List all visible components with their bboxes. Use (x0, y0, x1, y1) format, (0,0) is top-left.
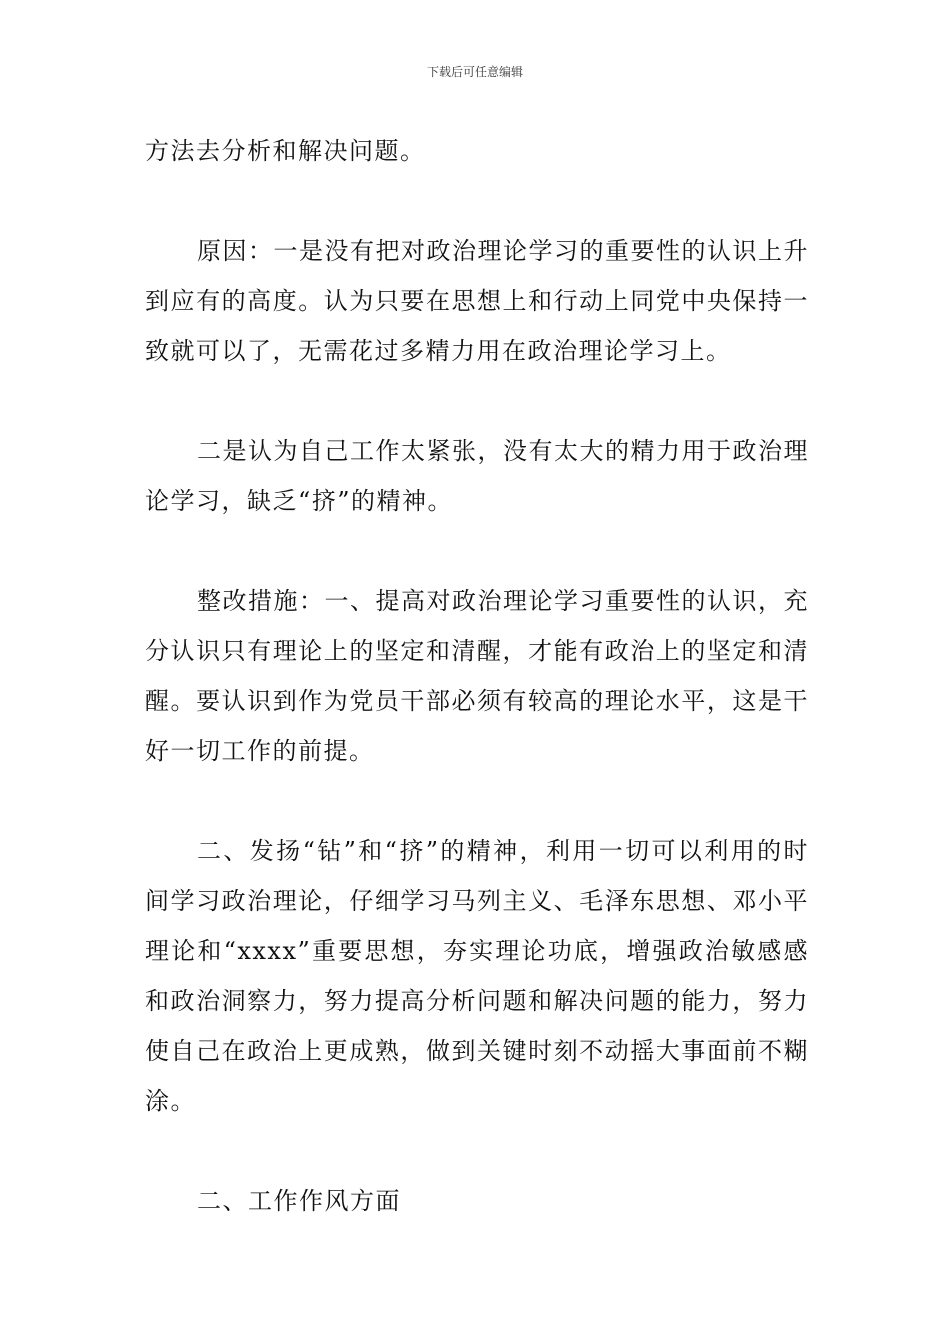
section-heading-work-style: 二、工作作风方面 (197, 1187, 401, 1215)
paragraph-measure-two: 二、发扬“钻”和“挤”的精神，利用一切可以利用的时间学习政治理论，仔细学习马列主义、毛泽东思想、邓小平理论和“xxxx”重要思想，夯实理论功底，增强政治敏感感和政治洞察力，努力提高分析问题和解决问题的能力，努力使自己在政治上更成熟，做到关键时刻不动摇大事面前不糊涂。 (145, 837, 809, 1115)
paragraph-gap (145, 176, 809, 226)
paragraph-gap (145, 776, 809, 826)
paragraph-gap (145, 526, 809, 576)
paragraph-gap (145, 376, 809, 426)
paragraph-continuation: 方法去分析和解决问题。 (145, 137, 426, 165)
paragraph-measure-one: 整改措施：一、提高对政治理论学习重要性的认识，充分认识只有理论上的坚定和清醒，才能有政治上的坚定和清醒。要认识到作为党员干部必须有较高的理论水平，这是干好一切工作的前提。 (145, 587, 809, 765)
paragraph-reason-two: 二是认为自己工作太紧张，没有太大的精力用于政治理论学习，缺乏“挤”的精神。 (145, 437, 809, 515)
paragraph-gap (145, 1126, 809, 1176)
page-header-note: 下载后可任意编辑 (426, 65, 523, 79)
paragraph-reason-one: 原因：一是没有把对政治理论学习的重要性的认识上升到应有的高度。认为只要在思想上和行动上同党中央保持一致就可以了，无需花过多精力用在政治理论学习上。 (145, 237, 809, 365)
document-body (145, 126, 809, 1226)
